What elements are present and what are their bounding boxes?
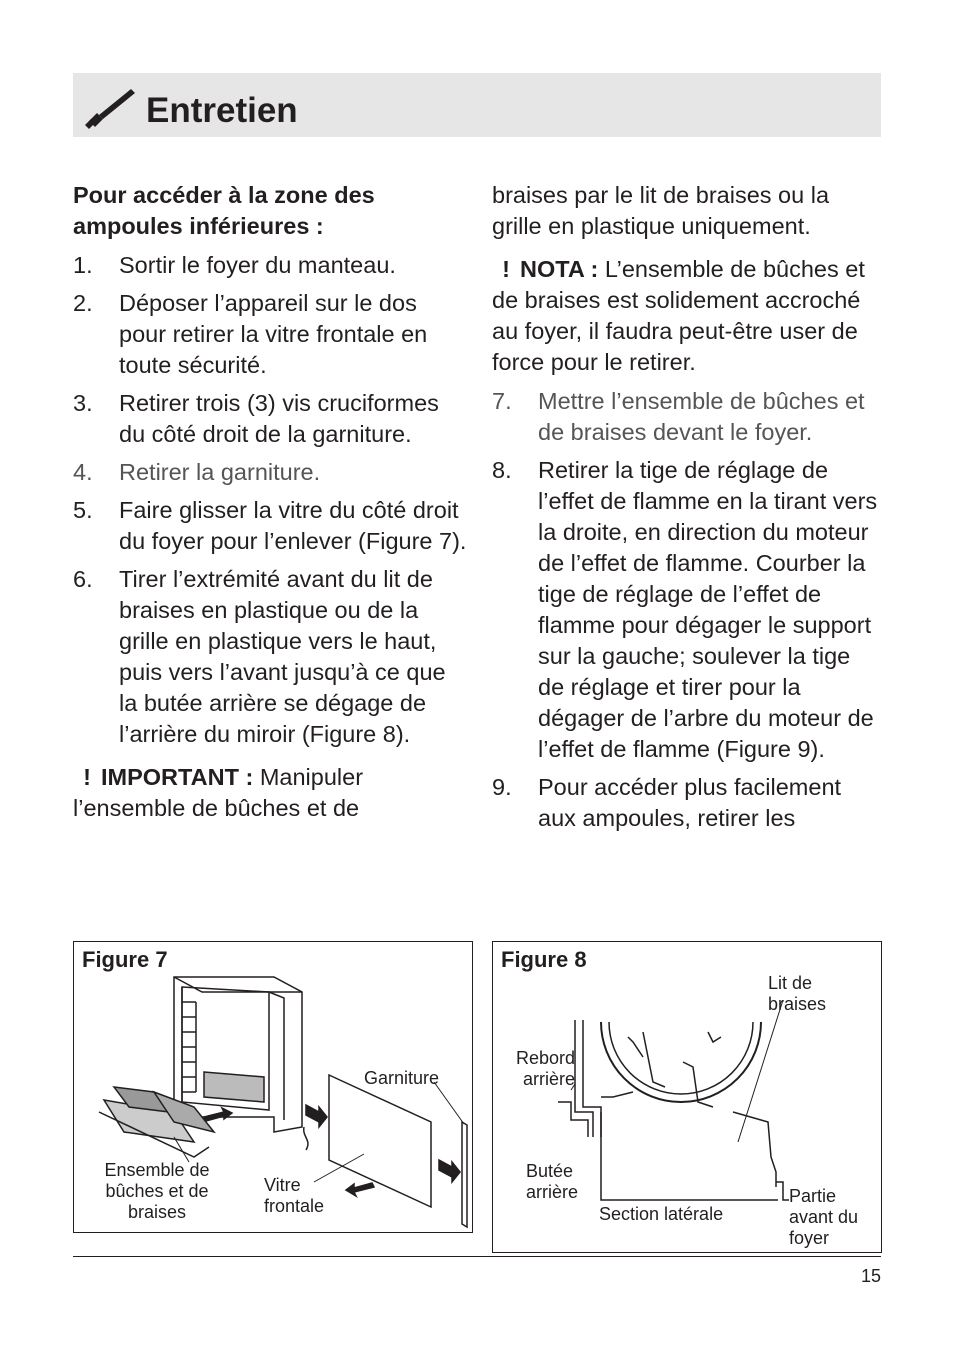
- label-butee: Butée arrière: [526, 1161, 579, 1202]
- item-text: Retirer la tige de réglage de l’effet de flamme en la tirant vers la droite, en direction du moteur de l’effet de flamme. Courber la tige de réglage de l’effet de flamme pour dégager le support sur la gauche; soulever la tige de réglage et tirer pour la dégager de l’arbre du moteur de l’effet de flamme (Figure 9).: [538, 457, 878, 762]
- item-text: Sortir le foyer du manteau.: [119, 252, 396, 278]
- item-number: 8.: [492, 457, 512, 483]
- list-item: [73, 288, 468, 381]
- list-item: [73, 495, 468, 557]
- page-title: Entretien: [146, 91, 298, 130]
- list-item: [73, 250, 468, 281]
- page-number: 15: [860, 1266, 881, 1286]
- item-number: 5.: [73, 497, 93, 523]
- item-text: Faire glisser la vitre du côté droit du foyer pour l’enlever (Figure 7).: [119, 497, 467, 554]
- important-label: IMPORTANT :: [101, 764, 254, 790]
- label-vitre: Vitre frontale: [264, 1175, 325, 1216]
- section-header: [73, 73, 881, 137]
- section-heading: Pour accéder à la zone des ampoules inférieures :: [73, 182, 375, 239]
- important-text: Manipuler l’ensemble de bûches et de: [73, 764, 364, 821]
- figure-7: [73, 941, 473, 1233]
- item-text: Mettre l’ensemble de bûches et de braises devant le foyer.: [538, 388, 865, 445]
- item-text: Retirer trois (3) vis cruciformes du côté droit de la garniture.: [119, 390, 439, 447]
- item-text: Déposer l’appareil sur le dos pour retirer la vitre frontale en toute sécurité.: [119, 290, 428, 378]
- nota-label: NOTA :: [520, 256, 599, 282]
- label-partie: Partie avant du foyer: [789, 1186, 859, 1248]
- list-item: [73, 564, 468, 750]
- item-number: 3.: [73, 390, 93, 416]
- item-number: 9.: [492, 774, 512, 800]
- nota-note: [492, 254, 882, 378]
- item-text: Pour accéder plus facilement aux ampoules, retirer les: [538, 774, 842, 831]
- item-number: 4.: [73, 459, 93, 485]
- item-number: 2.: [73, 290, 93, 316]
- item-number: 6.: [73, 566, 93, 592]
- figure-title: Figure 8: [501, 947, 587, 972]
- list-item: [492, 772, 882, 834]
- item-number: 7.: [492, 388, 512, 414]
- label-lit: Lit de braises: [768, 973, 827, 1014]
- left-column: [73, 180, 468, 832]
- figure-8: [492, 941, 882, 1253]
- figure-title: Figure 7: [82, 947, 168, 972]
- continued-text: braises par le lit de braises ou la grille en plastique uniquement.: [492, 182, 830, 239]
- label-garniture: Garniture: [364, 1068, 440, 1088]
- screwdriver-icon: [81, 85, 141, 129]
- list-item: [73, 388, 468, 450]
- warning-icon: !: [502, 256, 510, 282]
- list-item: [492, 386, 882, 448]
- label-section: Section latérale: [599, 1204, 724, 1224]
- list-item: [73, 457, 468, 488]
- list-item: [492, 455, 882, 765]
- important-note: [73, 762, 468, 824]
- warning-icon: !: [83, 764, 91, 790]
- right-column: [492, 180, 882, 841]
- nota-text: L’ensemble de bûches et de braises est solidement accroché au foyer, il faudra peut-être user de force pour le retirer.: [492, 256, 865, 375]
- label-rebord: Rebord arrière: [515, 1048, 575, 1089]
- item-text: Tirer l’extrémité avant du lit de braises en plastique ou de la grille en plastique vers le haut, puis vers l’avant jusqu’à ce que la butée arrière se dégage de l’arrière du miroir (Figure 8).: [119, 566, 446, 747]
- item-text: Retirer la garniture.: [119, 459, 321, 485]
- item-number: 1.: [73, 252, 93, 278]
- label-ensemble: Ensemble de bûches et de braises: [104, 1160, 210, 1222]
- footer-divider: [73, 1256, 881, 1257]
